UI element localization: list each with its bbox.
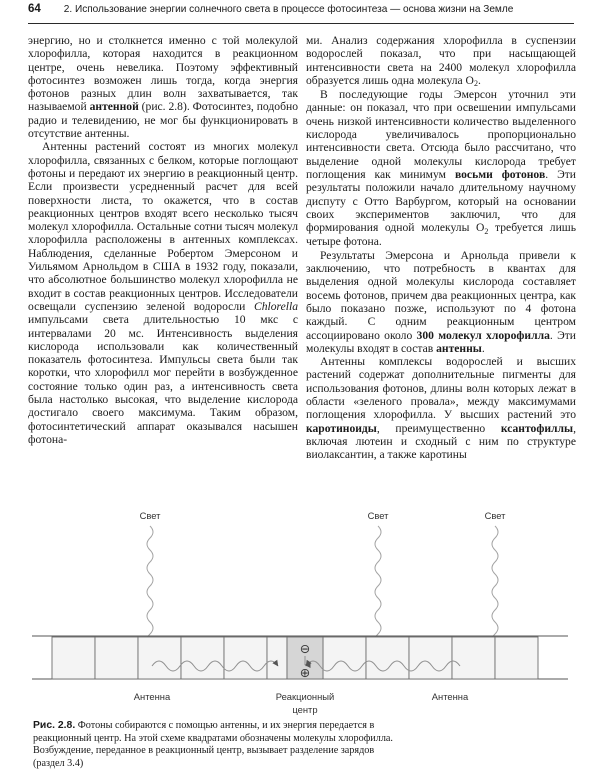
caption-line-3: Возбуждение, переданное в реакционный центр, вызывает разделение зарядов bbox=[33, 745, 375, 757]
text-run: , преимущественно bbox=[376, 421, 501, 435]
antenna-label-left: Антенна bbox=[133, 691, 171, 702]
caption-line-2: реакционный центр. На этой схеме квадратами обозначены молекулы хлорофилла. bbox=[33, 732, 393, 744]
text-run: . bbox=[477, 73, 481, 87]
paragraph bbox=[306, 249, 576, 355]
positive-charge-symbol: ⊕ bbox=[299, 665, 311, 680]
light-label-1: Свет bbox=[139, 510, 161, 521]
membrane-band bbox=[32, 636, 568, 680]
text-run: 2 bbox=[484, 226, 489, 236]
text-run: (рис. 2.8). Фотосинтез, подобно радио и телевидению, не мог бы функционировать в отсутствие антенны. bbox=[28, 100, 298, 141]
text-run: энергию, но и столкнется именно с той молекулой хлорофилла, которая находится в реакционном центре, очень невелика. Поэтому эффективный фотосинтез возможен лишь тогда, когда энергия фотонов разных длин волн захватывается, так называемой bbox=[28, 34, 298, 114]
text-run: импульсами света длительностью 10 мкс с интервалами 20 мс. Интенсивность выделения кислорода использовали как количественный показатель фотосинтеза. Импульсы света были так коротки, что хлорофилл мог перейти в возбужденное состояние только один раз, а интенсивность света была настолько высокая, что выделение кислорода достигало своего максимума. Таким образом, фотосинтетический аппарат оказывался насышен фотона- bbox=[28, 313, 298, 446]
figure-structure-labels bbox=[134, 691, 469, 715]
chlorophyll-box bbox=[409, 637, 452, 679]
photon-wave-3 bbox=[492, 526, 498, 646]
text-run: ми. Анализ содержания хлорофилла в суспензии водорослей показал, что при насыщающей интенсивности света на 2400 молекул хлорофилла образуется лишь одна молекула O bbox=[306, 34, 576, 87]
text-run: требуется лишь четыре фотона. bbox=[306, 221, 576, 249]
chlorophyll-box bbox=[366, 637, 409, 679]
text-run: . Эти молекулы входят в состав bbox=[306, 328, 576, 355]
reaction-center-label-line1: Реакционный bbox=[275, 691, 335, 702]
antenna-label-right: Антенна bbox=[431, 691, 469, 702]
chlorophyll-box bbox=[95, 637, 138, 679]
paragraph bbox=[306, 88, 576, 249]
text-run: Антенны растений состоят из многих молекул хлорофилла, связанных с белком, которые поглощают фотоны и передают их энергию в реакционный центр. Если произвести усредненный расчет для всей поверхности листа, то окажется, что в состав реакционных центров входят всего несколько тысяч молекул хлорофилла. Остальные сотни тысяч молекул хлорофилла расположены в антенных комплексах. Наблюдения, сделанные Робертом Эмерсоном и Уильямом Арнольдом в США в 1932 году, показали, что абсолютное большинство молекул хлорофилла не входит в состав реакционных центров. Исследователи освещали суспензию зеленой водоросли bbox=[28, 140, 298, 313]
caption-number: Рис. 2.8. bbox=[33, 720, 76, 731]
chlorophyll-box bbox=[267, 637, 287, 679]
text-run: восьми фотонов bbox=[454, 167, 546, 181]
paragraph bbox=[28, 34, 298, 140]
header-divider-rule bbox=[28, 23, 574, 24]
text-run: В последующие годы Эмерсон уточнил эти данные: он показал, что при освешении импульсами очень низкой интенсивности количество выделенного кислорода увеличивалось пропорционально интенсивности света. Отсюда было рассчитано, что выделение одной молекулы кислорода требует поглощения как минимум bbox=[306, 88, 576, 181]
text-run: антенны bbox=[436, 341, 482, 355]
text-run: каротиноиды bbox=[306, 421, 377, 435]
light-label-2: Свет bbox=[367, 510, 389, 521]
chlorophyll-box bbox=[181, 637, 224, 679]
text-run: 2 bbox=[473, 79, 478, 89]
figure-2-8 bbox=[0, 504, 600, 716]
caption-line-4: (раздел 3.4) bbox=[33, 757, 84, 769]
chlorophyll-box bbox=[452, 637, 495, 679]
figure-caption bbox=[33, 720, 573, 770]
chlorophyll-box bbox=[224, 637, 267, 679]
reaction-center-label-line2: центр bbox=[292, 704, 318, 715]
text-run: . bbox=[481, 341, 485, 355]
running-head-title: 2. Использование энергии солнечного света в процессе фотосинтеза — основа жизни на Земле bbox=[63, 4, 514, 15]
photon-wave-2 bbox=[375, 526, 381, 646]
caption-line-1: Фотоны собираются с помощью антенны, и их энергия передается в bbox=[75, 720, 375, 731]
paragraph bbox=[306, 355, 576, 461]
text-run: , включая лютеин и сходный с ним по структуре виолаксантин, а также каротины bbox=[306, 421, 576, 462]
chlorophyll-box bbox=[323, 637, 366, 679]
text-run: . Эти результаты положили начало длительному научному диспуту с Отто Варбургом, который на основании своих экспериментов заключил, что для формирования одной молекулы O bbox=[306, 167, 576, 235]
page-number: 64 bbox=[28, 3, 41, 15]
text-run: ксантофиллы bbox=[500, 421, 574, 435]
paragraph bbox=[306, 34, 576, 88]
light-labels bbox=[140, 510, 507, 521]
text-run: Антенны комплексы водорослей и высших растений содержат дополнительные пигменты для использования фотонов, длины волн которых лежат в области «зеленого провала», между максимумами поглощения хлорофилла. У высших растений это bbox=[306, 355, 576, 422]
text-run: 300 молекул хлорофилла bbox=[416, 328, 550, 342]
chlorophyll-box bbox=[495, 637, 538, 679]
photon-wave-1 bbox=[147, 526, 153, 646]
paragraph bbox=[28, 140, 298, 446]
negative-charge-symbol: ⊖ bbox=[299, 641, 311, 656]
body-column-right bbox=[306, 34, 576, 462]
text-run: Результаты Эмерсона и Арнольда привели к заключению, что потребность в квантах для выделения одной молекулы кислорода составляет восемь фотонов, причем два реакционных центра, как было показано позже, используют по 4 фотона каждый. С одним реакционным центром ассоциировано около bbox=[306, 248, 576, 342]
text-run: Chlorella bbox=[253, 299, 298, 313]
body-column-left bbox=[28, 34, 298, 446]
chlorophyll-box bbox=[138, 637, 181, 679]
photon-waves bbox=[147, 526, 498, 646]
reaction-center-box bbox=[287, 637, 323, 680]
text-run: антенной bbox=[89, 100, 139, 114]
light-label-3: Свет bbox=[484, 510, 506, 521]
chlorophyll-box bbox=[52, 637, 95, 679]
